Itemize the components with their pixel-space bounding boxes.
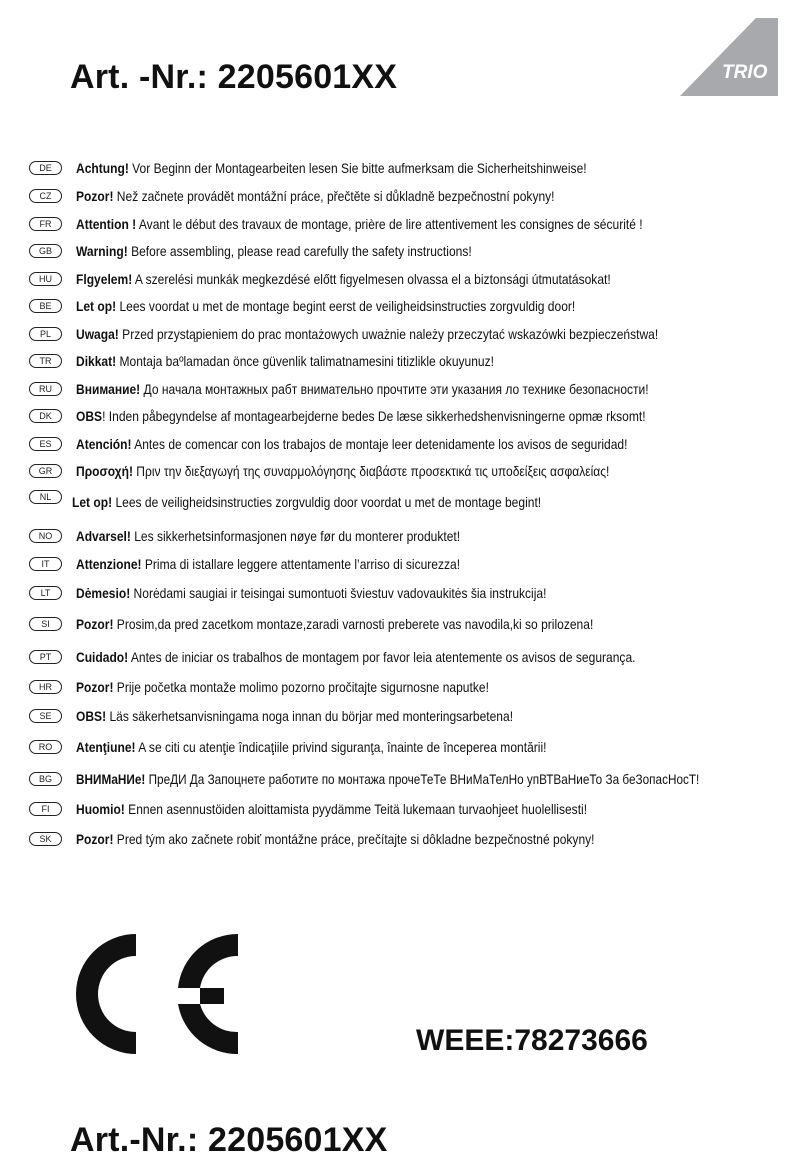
notice-row	[0, 434, 808, 456]
article-number-footer: Art.-Nr.: 2205601XX	[70, 1121, 388, 1159]
language-badge: SI	[29, 617, 62, 631]
language-badge: FR	[29, 217, 62, 231]
language-badge: SE	[29, 709, 62, 723]
notice-text	[76, 554, 460, 574]
notice-text	[76, 158, 587, 178]
notice-row	[0, 492, 808, 514]
notice-text	[76, 614, 593, 634]
notice-heading: OBS!	[76, 708, 107, 724]
notice-row	[0, 829, 808, 851]
notice-row	[0, 324, 808, 346]
notice-row	[0, 583, 808, 605]
notice-body: Prosim,da pred zacetkom montaze,zaradi varnosti preberete vas navodila,ki so prilozena!	[113, 616, 594, 632]
notice-heading: Huomio!	[76, 801, 125, 817]
notice-text	[76, 647, 635, 667]
notice-body: Ennen asennustöiden aloittamista pyydämme Teitä lukemaan turvaohjeet huolellisesti!	[124, 801, 588, 817]
notice-row	[0, 296, 808, 318]
notice-body: Pred tým ako začnete robiť montážne práce, prečítajte si dôkladne bezpečnostné pokyny!	[113, 831, 595, 847]
notice-heading: Uwaga!	[76, 326, 119, 342]
notice-heading: Dėmesio!	[76, 585, 131, 601]
notice-text	[76, 799, 587, 819]
notice-row	[0, 526, 808, 548]
notice-body: Πριν την διεξαγωγή της συναρμολόγησης διαβάστε προσεκτικά τις υποδείξεις ασφαλείας!	[132, 463, 610, 479]
notice-body: Läs säkerhetsanvisningama noga innan du börjar med monteringsarbetena!	[106, 708, 514, 724]
notice-text	[76, 737, 546, 757]
language-badge: GB	[29, 244, 62, 258]
ce-mark	[72, 930, 244, 1058]
notice-body: Lees de veiligheidsinstructies zorgvuldig door voordat u met de montage begint!	[112, 494, 542, 510]
notice-text	[76, 296, 575, 316]
notice-text	[76, 769, 699, 789]
notice-heading: Achtung!	[76, 160, 129, 176]
language-badge: HU	[29, 272, 62, 286]
notice-text	[76, 186, 555, 206]
language-badge: RO	[29, 740, 62, 754]
notice-row	[0, 677, 808, 699]
notice-row	[0, 461, 808, 483]
language-badge: LT	[29, 586, 62, 600]
notice-text	[72, 492, 541, 512]
notice-heading: Atención!	[76, 436, 132, 452]
language-badge: PT	[29, 650, 62, 664]
language-badge: NO	[29, 529, 62, 543]
notice-heading: Let op!	[72, 494, 113, 510]
notice-body: Norėdami saugiai ir teisingai sumontuoti šviestuv vadovaukitės šia instrukcija!	[130, 585, 547, 601]
notice-row	[0, 379, 808, 401]
notice-heading: Pozor!	[76, 679, 114, 695]
language-badge: PL	[29, 327, 62, 341]
language-badge: SK	[29, 832, 62, 846]
notice-body: До начала монтажных рабт внимательно прочтите эти указания ло технике безопасности!	[140, 381, 649, 397]
notice-body: Before assembling, please read carefully the safety instructions!	[127, 243, 472, 259]
notice-body: Antes de comencar con los trabajos de montaje leer detenidamente los avisos de seguridad!	[131, 436, 628, 452]
notice-row	[0, 737, 808, 759]
notice-row	[0, 158, 808, 180]
notice-body: A se citi cu atenţie îndicaţiile privind siguranţa, înainte de începerea montării!	[135, 739, 547, 755]
notice-body: Lees voordat u met de montage begint eerst de veiligheidsinstructies zorgvuldig door!	[116, 298, 576, 314]
notice-heading: Attention !	[76, 216, 137, 232]
notice-body: Prima di istallare leggere attentamente l’arriso di sicurezza!	[141, 556, 461, 572]
notice-body: Avant le début des travaux de montage, prière de lire attentivement les consignes de sécurité !	[136, 216, 643, 232]
language-badge: GR	[29, 464, 62, 478]
language-badge: BE	[29, 299, 62, 313]
language-badge: IT	[29, 557, 62, 571]
notice-text	[76, 677, 489, 697]
language-badge: CZ	[29, 189, 62, 203]
notice-body: Prije početka montaže molimo pozorno pročitajte sigurnosne naputke!	[113, 679, 489, 695]
language-badge: TR	[29, 354, 62, 368]
notice-heading: Atenţiune!	[76, 739, 136, 755]
article-number-header: Art. -Nr.: 2205601XX	[70, 58, 398, 96]
notice-text	[76, 406, 646, 426]
notice-heading: Let op!	[76, 298, 117, 314]
notice-heading: Attenzione!	[76, 556, 142, 572]
language-badge: NL	[29, 490, 62, 504]
language-badge: DE	[29, 161, 62, 175]
notice-row	[0, 614, 808, 636]
notice-body: Les sikkerhetsinformasjonen nøye før du monterer produktet!	[130, 528, 461, 544]
notice-text	[76, 706, 513, 726]
notice-row	[0, 351, 808, 373]
notice-body: Antes de iniciar os trabalhos de montagem por favor leia atentemente os avisos de segurança.	[128, 649, 636, 665]
trio-logo	[678, 16, 778, 98]
notice-heading: Внимание!	[76, 381, 141, 397]
notice-row	[0, 554, 808, 576]
notice-text	[76, 829, 594, 849]
notice-text	[76, 351, 494, 371]
notice-heading: Warning!	[76, 243, 128, 259]
notice-heading: Flgyelem!	[76, 271, 133, 287]
notice-heading: Dikkat!	[76, 353, 117, 369]
notice-row	[0, 241, 808, 263]
language-badge: RU	[29, 382, 62, 396]
notice-body: ПреДИ Да Запоцнете работите по монтажа прочеТеТе ВНиМаТелНо упВТВаНиеТо За беЗопасНосТ!	[145, 771, 700, 787]
notice-row	[0, 799, 808, 821]
notice-text	[76, 324, 658, 344]
notice-text	[76, 241, 472, 261]
notice-row	[0, 647, 808, 669]
language-badge: FI	[29, 802, 62, 816]
notice-text	[76, 583, 546, 603]
notice-text	[76, 214, 643, 234]
notice-body: A szerelési munkák megkezdésé előtt figyelmesen olvassa el a biztonsági útmutatásokat!	[132, 271, 611, 287]
notice-row	[0, 214, 808, 236]
notice-heading: Προσοχή!	[76, 463, 133, 479]
language-badge: DK	[29, 409, 62, 423]
notice-body: Montaja baºlamadan önce güvenlik talimatnamesini titizlikle okuyunuz!	[116, 353, 495, 369]
notice-row	[0, 769, 808, 791]
notice-body: Przed przystąpieniem do prac montażowych uważnie należy przeczytać wskazówki bezpieczeństwa!	[118, 326, 659, 342]
notice-heading: Advarsel!	[76, 528, 131, 544]
notice-row	[0, 406, 808, 428]
language-badge: ES	[29, 437, 62, 451]
notice-row	[0, 269, 808, 291]
language-badge: BG	[29, 772, 62, 786]
notice-row	[0, 186, 808, 208]
notice-heading: Pozor!	[76, 616, 114, 632]
notice-text	[76, 434, 627, 454]
notice-text	[76, 526, 460, 546]
notice-body: Vor Beginn der Montagearbeiten lesen Sie bitte aufmerksam die Sicherheitshinweise!	[128, 160, 587, 176]
notice-text	[76, 461, 609, 481]
notice-body: Než začnete provádět montážní práce, přečtěte si důkladně bezpečnostní pokyny!	[113, 188, 555, 204]
notice-text	[76, 379, 649, 399]
language-badge: HR	[29, 680, 62, 694]
logo-text: TRIO	[722, 62, 768, 83]
notice-heading: Pozor!	[76, 831, 114, 847]
notice-body: ! Inden påbegyndelse af montagearbejderne bedes De læse sikkerhedshenvisningerne opmæ rksomt!	[102, 408, 646, 424]
notice-heading: ВНИМаНИе!	[76, 771, 146, 787]
notice-heading: OBS	[76, 408, 103, 424]
notice-heading: Pozor!	[76, 188, 114, 204]
notice-text	[76, 269, 611, 289]
notice-row	[0, 706, 808, 728]
notice-heading: Cuidado!	[76, 649, 129, 665]
weee-number: WEEE:78273666	[416, 1024, 648, 1057]
